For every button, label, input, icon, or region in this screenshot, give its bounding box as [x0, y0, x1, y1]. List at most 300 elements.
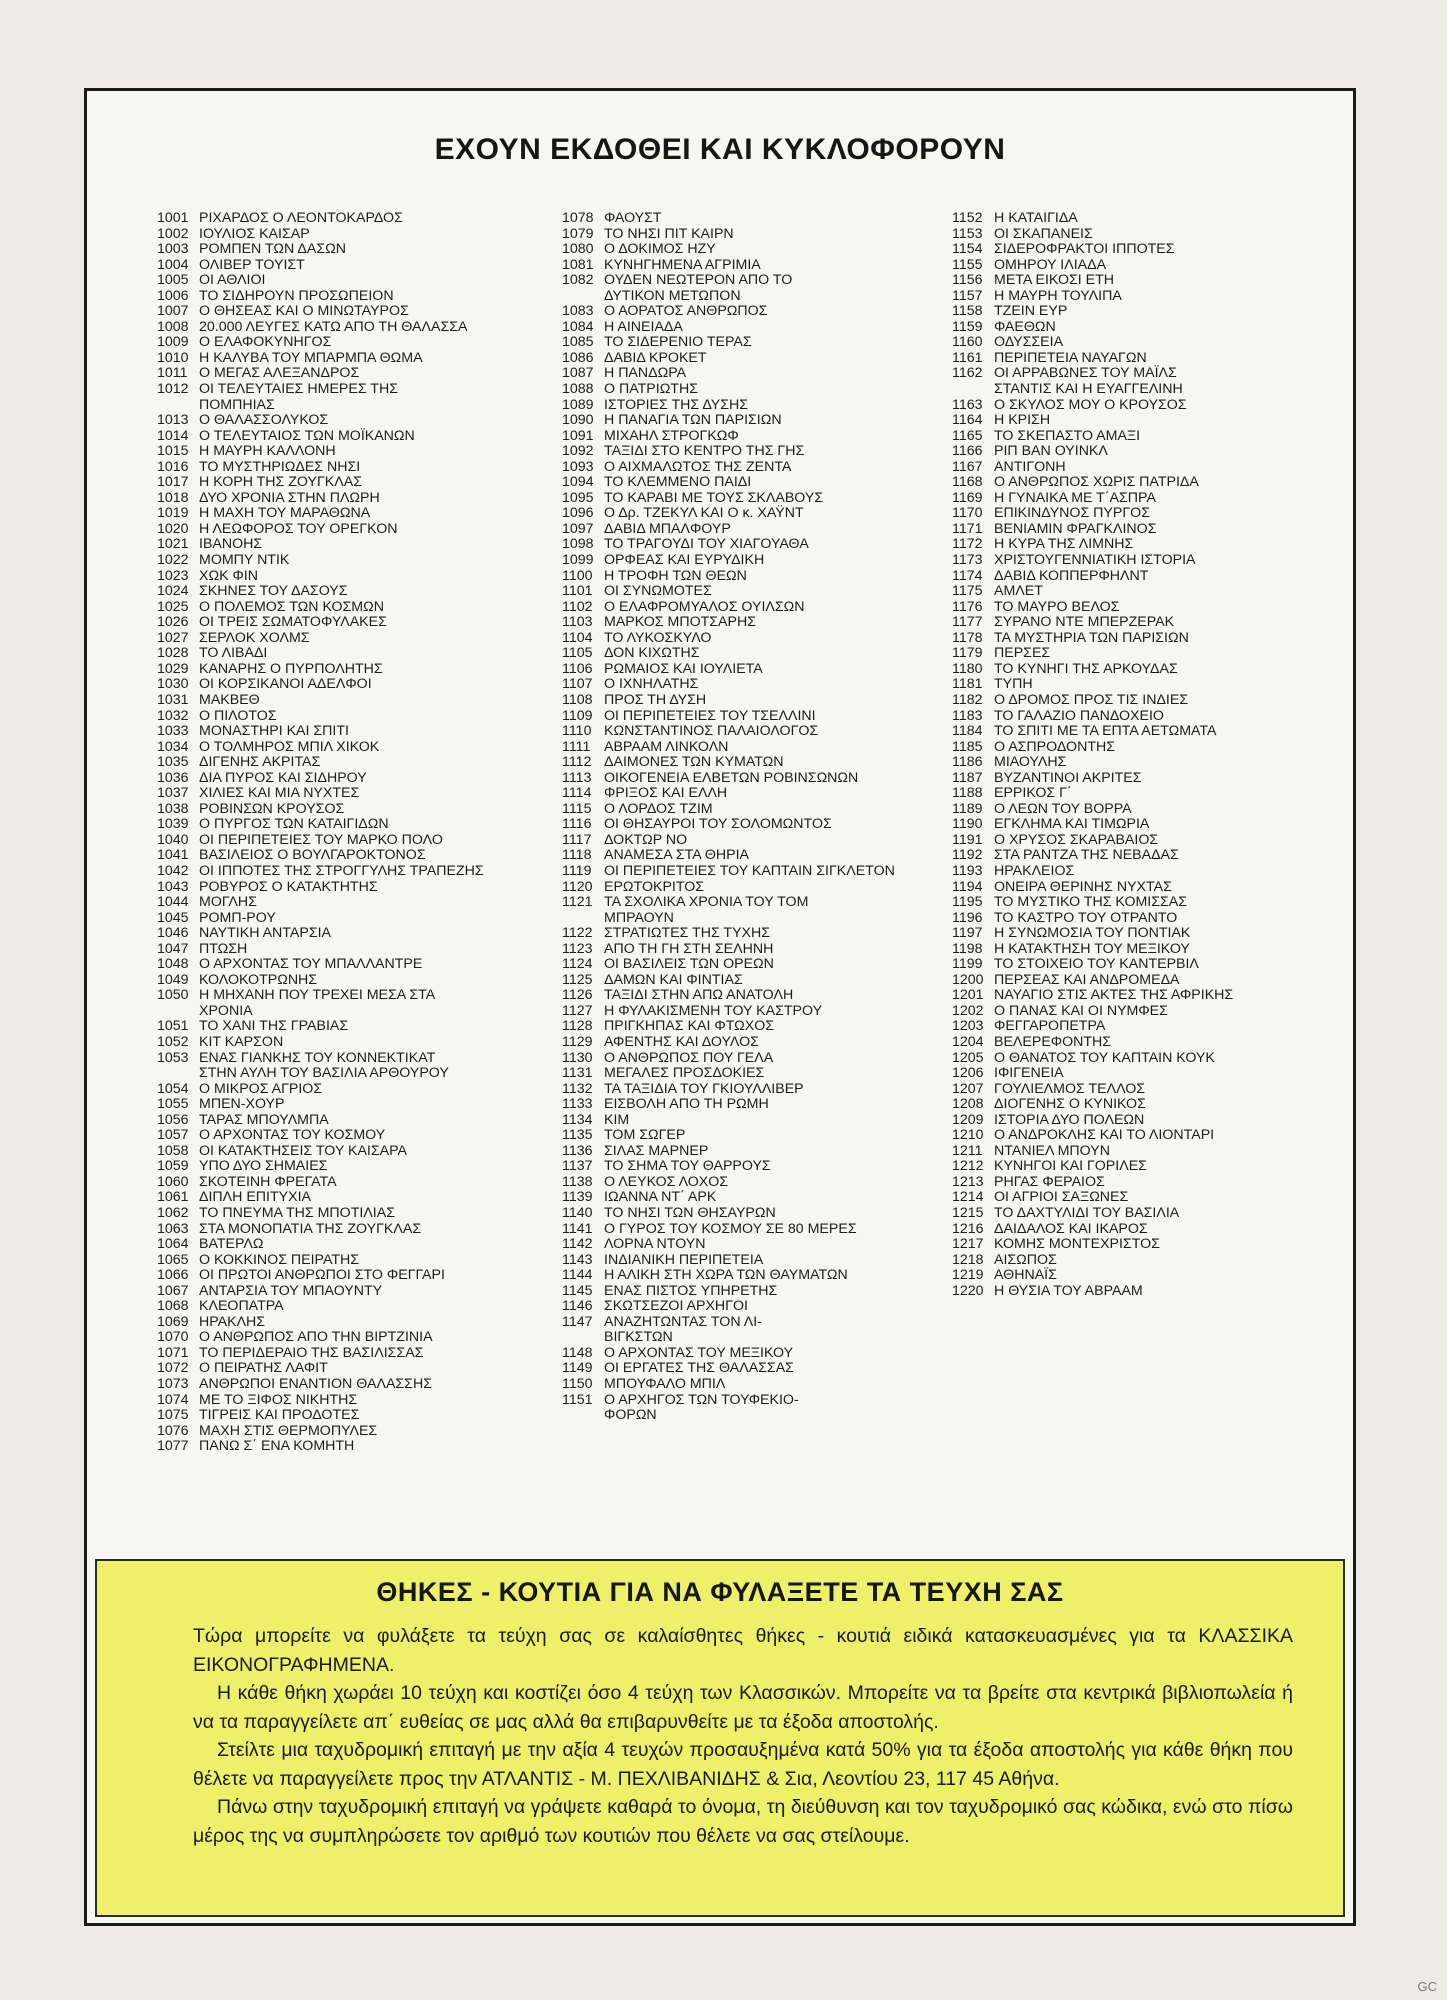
issue-number: 1101 [562, 583, 593, 600]
issue-title [199, 1377, 432, 1393]
list-item [562, 429, 895, 445]
issue-number: 1190 [952, 816, 983, 833]
issue-number: 1042 [157, 862, 189, 879]
issue-title [604, 957, 774, 973]
issue-title-line: ΦΑΕΘΩΝ [994, 318, 1056, 335]
issue-title-line: ΜΑΡΚΟΣ ΜΠΟΤΣΑΡΗΣ [604, 614, 756, 631]
issue-title-line: ΟΙ ΙΠΠΟΤΕΣ ΤΗΣ ΣΤΡΟΓΓΥΛΗΣ ΤΡΑΠΕΖΗΣ [199, 862, 484, 879]
issue-title-line: Η ΠΑΝΔΩΡΑ [604, 365, 687, 382]
issue-number: 1183 [952, 707, 983, 724]
issue-title-line: ΣΤΡΑΤΙΩΤΕΣ ΤΗΣ ΤΥΧΗΣ [604, 925, 771, 942]
issue-title-line: Ο ΠΥΡΓΟΣ ΤΩΝ ΚΑΤΑΙΓΙΔΩΝ [199, 816, 389, 833]
issue-title-line: Η ΑΙΝΕΙΑΔΑ [604, 318, 683, 335]
issue-title-line: ΙΦΙΓΕΝΕΙΑ [994, 1065, 1064, 1082]
list-item [952, 475, 1233, 491]
list-item [562, 569, 895, 585]
list-item [157, 1439, 484, 1455]
issue-title [199, 273, 265, 289]
issue-title [604, 1377, 725, 1393]
issue-title [199, 1190, 311, 1206]
issue-title-line: ΤΟ ΚΑΡΑΒΙ ΜΕ ΤΟΥΣ ΣΚΛΑΒΟΥΣ [604, 489, 824, 506]
issue-title [199, 1299, 284, 1315]
issue-title [994, 491, 1156, 507]
issue-title-line: ΤΑ ΣΧΟΛΙΚΑ ΧΡΟΝΙΑ ΤΟΥ ΤΟΜ [604, 894, 809, 911]
issue-title [604, 1299, 748, 1315]
issue-title [994, 677, 1033, 693]
list-item [562, 1299, 895, 1315]
issue-title-line: Ο ΔΟΚΙΜΟΣ ΗΖΥ [604, 241, 716, 258]
issue-number: 1148 [562, 1344, 593, 1361]
issue-title-line: ΒΑΣΙΛΕΙΟΣ Ο ΒΟΥΛΓΑΡΟΚΤΟΝΟΣ [199, 847, 426, 864]
list-item [562, 740, 895, 756]
issue-title-line: ΠΟΜΠΗΙΑΣ [199, 396, 275, 413]
list-item [952, 957, 1233, 973]
issue-title-line: ΟΙ ΑΘΛΙΟΙ [199, 272, 266, 289]
list-item [157, 289, 484, 305]
issue-number: 1044 [157, 894, 189, 911]
list-item [562, 1159, 895, 1175]
issue-title-line: Η ΛΕΩΦΟΡΟΣ ΤΟΥ ΟΡΕΓΚΟΝ [199, 520, 398, 537]
issue-title-line: ΠΑΝΩ Σ΄ ΕΝΑ ΚΟΜΗΤΗ [199, 1438, 355, 1455]
issue-title-line: ΣΤΗΝ ΑΥΛΗ ΤΟΥ ΒΑΣΙΛΙΑ ΑΡΘΟΥΡΟΥ [199, 1065, 449, 1082]
list-item [562, 973, 895, 989]
issue-title-line: Ο ΔΡΟΜΟΣ ΠΡΟΣ ΤΙΣ ΙΝΔΙΕΣ [994, 691, 1189, 708]
list-item [952, 833, 1233, 849]
list-item [157, 864, 484, 880]
issue-title-line: Ο ΠΕΙΡΑΤΗΣ ΛΑΦΙΤ [199, 1360, 328, 1377]
issue-number: 1158 [952, 303, 983, 320]
issue-number: 1187 [952, 769, 983, 786]
issue-number: 1143 [562, 1251, 593, 1268]
list-item [562, 786, 895, 802]
issue-number: 1209 [952, 1111, 984, 1128]
issue-title-line: ΚΙΜ [604, 1111, 630, 1128]
issue-title [994, 1019, 1105, 1035]
issue-title [199, 1051, 449, 1082]
list-item [562, 1377, 895, 1393]
issue-title [994, 320, 1056, 336]
issue-number: 1036 [157, 769, 189, 786]
issue-title-line: ΜΙΧΑΗΛ ΣΤΡΟΓΚΩΦ [604, 427, 739, 444]
issue-number: 1133 [562, 1096, 593, 1113]
issue-title-line: Ο ΠΟΛΕΜΟΣ ΤΩΝ ΚΟΣΜΩΝ [199, 598, 384, 615]
list-item [562, 1144, 895, 1160]
issue-title-line: ΤΟ ΓΑΛΑΖΙΟ ΠΑΝΔΟΧΕΙΟ [994, 707, 1164, 724]
issue-title [994, 1097, 1146, 1113]
issue-title [199, 537, 262, 553]
issue-title-line: ΤΟ ΣΗΜΑ ΤΟΥ ΘΑΡΡΟΥΣ [604, 1158, 771, 1175]
list-item [562, 662, 895, 678]
issue-number: 1028 [157, 645, 189, 662]
issue-title [199, 475, 362, 491]
issue-title [994, 584, 1043, 600]
list-item [562, 522, 895, 538]
issue-title-line: ΜΠΕΝ-ΧΟΥΡ [199, 1096, 285, 1113]
issue-title-line: ΣΚΗΝΕΣ ΤΟΥ ΔΑΣΟΥΣ [199, 583, 348, 600]
issue-number: 1184 [952, 723, 983, 740]
issue-title [994, 1159, 1147, 1175]
issue-number: 1054 [157, 1080, 189, 1097]
issue-title [199, 833, 443, 849]
list-item [157, 833, 484, 849]
issue-title-line: Ο ΑΡΧΟΝΤΑΣ ΤΟΥ ΜΠΑΛΛΑΝΤΡΕ [199, 956, 423, 973]
list-item [157, 1113, 484, 1129]
issue-title-line: Ο ΛΕΩΝ ΤΟΥ ΒΟΡΡΑ [994, 800, 1132, 817]
notice-paragraph: Πάνω στην ταχυδρομική επιταγή να γράψετε καθαρά το όνομα, τη διεύθυνση και τον ταχυδρομικό σας κώδικα, ενώ στο πίσω μέρος της να συμπληρώσετε τον αριθμό των κουτιών που θέλετε να σας στείλουμε. [193, 1796, 1293, 1847]
issue-number: 1049 [157, 971, 189, 988]
title-list-column-1 [157, 211, 484, 1455]
issue-title-line: ΑΠΟ ΤΗ ΓΗ ΣΤΗ ΣΕΛΗΝΗ [604, 940, 774, 957]
list-item [562, 693, 895, 709]
issue-title [604, 1346, 793, 1362]
issue-title [604, 1159, 771, 1175]
issue-title-line: ΤΖΕΙΝ ΕΥΡ [994, 303, 1068, 320]
issue-title [994, 522, 1156, 538]
issue-title-line: ΛΟΡΝΑ ΝΤΟΥΝ [604, 1236, 706, 1253]
issue-number: 1169 [952, 489, 983, 506]
issue-title [199, 1159, 327, 1175]
issue-title-line: Η ΜΑΧΗ ΤΟΥ ΜΑΡΑΘΩΝΑ [199, 505, 371, 522]
issue-title [199, 1113, 329, 1129]
issue-title [199, 1175, 337, 1191]
issue-number: 1069 [157, 1313, 189, 1330]
issue-title-line: ΡΟΜΠΕΝ ΤΩΝ ΔΑΣΩΝ [199, 241, 346, 258]
issue-title [994, 460, 1066, 476]
issue-title [604, 880, 704, 896]
issue-title-line: ΕΝΑΣ ΠΙΣΤΟΣ ΥΠΗΡΕΤΗΣ [604, 1282, 778, 1299]
issue-title-line: ΟΡΦΕΑΣ ΚΑΙ ΕΥΡΥΔΙΚΗ [604, 552, 765, 569]
list-item [157, 273, 484, 289]
issue-title-line: ΤΑΞΙΔΙ ΣΤΟ ΚΕΝΤΡΟ ΤΗΣ ΓΗΣ [604, 443, 805, 460]
issue-number: 1026 [157, 614, 189, 631]
list-item [952, 304, 1233, 320]
issue-number: 1064 [157, 1236, 189, 1253]
issue-number: 1007 [157, 303, 189, 320]
issue-title-line: ΤΟ ΜΥΣΤΙΚΟ ΤΗΣ ΚΟΜΙΣΣΑΣ [994, 894, 1188, 911]
notice-paragraph: Η κάθε θήκη χωράει 10 τεύχη και κοστίζει όσο 4 τεύχη των Κλασσικών. Μπορείτε να τα βρείτε στα κεντρικά βιβλιοπωλεία ή να τα παραγγείλετε απ΄ ευθείας σε μας αλλά θα επιβαρυνθείτε με τα έξοδα αποστολής. [193, 1682, 1293, 1733]
issue-number: 1175 [952, 583, 983, 600]
issue-title [604, 817, 832, 833]
issue-title [994, 335, 1063, 351]
list-item [952, 1113, 1233, 1129]
issue-title [199, 709, 277, 725]
issue-number: 1140 [562, 1205, 593, 1221]
issue-number: 1082 [562, 272, 594, 289]
issue-title-line: ΟΛΙΒΕΡ ΤΟΥΙΣΤ [199, 256, 305, 273]
issue-title-line: ΟΙ ΠΕΡΙΠΕΤΕΙΕΣ ΤΟΥ ΚΑΠΤΑΙΝ ΣΙΓΚΛΕΤΟΝ [604, 862, 895, 879]
list-item [562, 351, 895, 367]
issue-title [604, 988, 793, 1004]
issue-number: 1096 [562, 505, 594, 522]
list-item [952, 848, 1233, 864]
list-item [952, 1051, 1233, 1067]
issue-number: 1059 [157, 1158, 189, 1175]
list-item [562, 1035, 895, 1051]
issue-title-line: Ο ΛΕΥΚΟΣ ΛΟΧΟΣ [604, 1173, 729, 1190]
issue-number: 1087 [562, 365, 594, 382]
issue-number: 1081 [562, 256, 594, 273]
issue-title-line: ΤΟ ΜΑΥΡΟ ΒΕΛΟΣ [994, 598, 1120, 615]
issue-title [604, 1253, 763, 1269]
issue-title [604, 335, 752, 351]
issue-title [199, 1346, 423, 1362]
issue-title [604, 460, 791, 476]
issue-number: 1094 [562, 474, 594, 491]
issue-title [994, 366, 1183, 397]
list-item [562, 413, 895, 429]
list-item [562, 1190, 895, 1206]
issue-title-line: ΑΝΑΖΗΤΩΝΤΑΣ ΤΟΝ ΛΙ- [604, 1313, 762, 1330]
issue-title-line: Η ΚΑΤΑΚΤΗΣΗ ΤΟΥ ΜΕΞΙΚΟΥ [994, 940, 1190, 957]
issue-number: 1204 [952, 1033, 984, 1050]
issue-title [199, 1393, 357, 1409]
issue-title-line: Η ΦΥΛΑΚΙΣΜΕΝΗ ΤΟΥ ΚΑΣΤΡΟΥ [604, 1002, 823, 1019]
list-item [157, 227, 484, 243]
list-item [562, 817, 895, 833]
issue-title-line: ΜΟΝΑΣΤΗΡΙ ΚΑΙ ΣΠΙΤΙ [199, 723, 349, 740]
list-item [157, 351, 484, 367]
list-item [952, 1144, 1233, 1160]
issue-title-line: Η ΚΡΙΣΗ [994, 412, 1051, 429]
issue-title-line: ΠΕΡΙΠΕΤΕΙΑ ΝΑΥΑΓΩΝ [994, 349, 1147, 366]
issue-title-line: ΙΣΤΟΡΙΑ ΔΥΟ ΠΟΛΕΩΝ [994, 1111, 1145, 1128]
issue-number: 1113 [562, 769, 592, 786]
issue-number: 1198 [952, 940, 983, 957]
list-item [157, 429, 484, 445]
issue-title [604, 740, 728, 756]
issue-title-line: ΑΝΘΡΩΠΟΙ ΕΝΑΝΤΙΟΝ ΘΑΛΑΣΣΗΣ [199, 1376, 432, 1393]
list-item [157, 880, 484, 896]
issue-title [994, 973, 1180, 989]
issue-title-line: ΚΥΝΗΓΟΙ ΚΑΙ ΓΟΡΙΛΕΣ [994, 1158, 1147, 1175]
issue-number: 1195 [952, 894, 983, 911]
issue-title-line: ΣΚΩΤΣΕΖΟΙ ΑΡΧΗΓΟΙ [604, 1298, 748, 1315]
issue-number: 1122 [562, 925, 593, 942]
issue-title [604, 864, 895, 880]
list-item [157, 786, 484, 802]
issue-number: 1105 [562, 645, 593, 662]
list-item [562, 724, 895, 740]
issue-number: 1080 [562, 241, 594, 258]
issue-title [994, 1113, 1144, 1129]
issue-number: 1193 [952, 862, 983, 879]
issue-number: 1120 [562, 878, 593, 895]
list-item [157, 646, 484, 662]
issue-title [604, 1066, 764, 1082]
issue-number: 1155 [952, 256, 983, 273]
issue-number: 1160 [952, 334, 983, 351]
issue-title [604, 413, 782, 429]
list-item [157, 802, 484, 818]
issue-number: 1071 [157, 1344, 189, 1361]
issue-title-line: ΤΑ ΜΥΣΤΗΡΙΑ ΤΩΝ ΠΑΡΙΣΙΩΝ [994, 629, 1189, 646]
list-item [157, 1299, 484, 1315]
issue-title [994, 1004, 1168, 1020]
issue-title [994, 413, 1050, 429]
issue-title-line: Η ΜΑΥΡΗ ΤΟΥΛΙΠΑ [994, 287, 1122, 304]
issue-title-line: ΒΥΖΑΝΤΙΝΟΙ ΑΚΡΙΤΕΣ [994, 769, 1142, 786]
issue-number: 1130 [562, 1049, 593, 1066]
issue-title [604, 304, 767, 320]
issue-number: 1166 [952, 443, 983, 460]
list-item [562, 1082, 895, 1098]
list-item [562, 1128, 895, 1144]
issue-number: 1072 [157, 1360, 189, 1377]
issue-title-line: ΟΙ ΠΡΩΤΟΙ ΑΝΘΡΩΠΟΙ ΣΤΟ ΦΕΓΓΑΡΙ [199, 1267, 445, 1284]
list-item [952, 1237, 1233, 1253]
issue-title [199, 1237, 264, 1253]
issue-number: 1135 [562, 1127, 593, 1144]
list-item [157, 1424, 484, 1440]
issue-title [199, 631, 310, 647]
issue-title-line: ΕΠΙΚΙΝΔΥΝΟΣ ΠΥΡΓΟΣ [994, 505, 1150, 522]
issue-number: 1172 [952, 536, 983, 553]
list-item [562, 335, 895, 351]
issue-title [994, 475, 1199, 491]
issue-number: 1061 [157, 1189, 189, 1206]
issue-title [604, 398, 748, 414]
list-item [952, 724, 1233, 740]
list-item [562, 1253, 895, 1269]
issue-title [199, 1284, 382, 1300]
issue-number: 1114 [562, 785, 592, 802]
issue-title [604, 600, 805, 616]
issue-title [604, 273, 792, 304]
issue-title [604, 677, 698, 693]
issue-title-line: ΤΟ ΚΥΝΗΓΙ ΤΗΣ ΑΡΚΟΥΔΑΣ [994, 660, 1178, 677]
issue-number: 1108 [562, 691, 593, 708]
issue-title-line: Ο ΘΑΛΑΣΣΟΛΥΚΟΣ [199, 412, 329, 429]
list-item [562, 320, 895, 336]
issue-title-line: Η ΜΗΧΑΝΗ ΠΟΥ ΤΡΕΧΕΙ ΜΕΣΑ ΣΤΑ [199, 987, 436, 1004]
issue-number: 1027 [157, 629, 189, 646]
list-item [562, 1268, 895, 1284]
issue-number: 1073 [157, 1376, 189, 1393]
issue-title [994, 1222, 1148, 1238]
issue-title-line: ΤΟ ΠΝΕΥΜΑ ΤΗΣ ΜΠΟΤΙΛΙΑΣ [199, 1205, 395, 1221]
issue-number: 1145 [562, 1282, 593, 1299]
issue-title [604, 537, 809, 553]
issue-number: 1104 [562, 629, 593, 646]
list-item [952, 1004, 1233, 1020]
issue-title [604, 1206, 776, 1222]
issue-title-line: ΟΙ ΠΕΡΙΠΕΤΕΙΕΣ ΤΟΥ ΤΣΕΛΛΙΝΙ [604, 707, 816, 724]
issue-title [199, 211, 403, 227]
issue-title [604, 351, 707, 367]
issue-number: 1218 [952, 1251, 984, 1268]
issue-title [604, 1019, 774, 1035]
list-item [952, 880, 1233, 896]
list-item [952, 786, 1233, 802]
issue-title [199, 1361, 328, 1377]
issue-title-line: ΚΟΛΟΚΟΤΡΩΝΗΣ [199, 971, 318, 988]
issue-number: 1060 [157, 1173, 189, 1190]
issue-title-line: ΥΠΟ ΔΥΟ ΣΗΜΑΙΕΣ [199, 1158, 328, 1175]
issue-title [604, 1237, 706, 1253]
issue-title [994, 429, 1140, 445]
issue-title-line: ΤΟ ΚΑΣΤΡΟ ΤΟΥ ΟΤΡΑΝΤΟ [994, 909, 1178, 926]
issue-title-line: Η ΚΟΡΗ ΤΗΣ ΖΟΥΓΚΛΑΣ [199, 474, 362, 491]
list-item [562, 646, 895, 662]
title-list-column-3 [952, 211, 1233, 1299]
issue-title [199, 662, 383, 678]
list-item [952, 584, 1233, 600]
issue-title-line: Ο ΓΥΡΟΣ ΤΟΥ ΚΟΣΜΟΥ ΣΕ 80 ΜΕΡΕΣ [604, 1220, 857, 1237]
issue-title [994, 1051, 1215, 1067]
list-item [562, 1113, 895, 1129]
list-item [157, 677, 484, 693]
issue-title [994, 444, 1108, 460]
issue-number: 1176 [952, 598, 983, 615]
issue-title-line: ΗΡΑΚΛΕΙΟΣ [994, 862, 1075, 879]
issue-number: 1051 [157, 1018, 189, 1035]
issue-title [199, 771, 367, 787]
issue-title-line: Ο ΑΡΧΟΝΤΑΣ ΤΟΥ ΚΟΣΜΟΥ [199, 1127, 386, 1144]
list-item [562, 988, 895, 1004]
list-item [952, 600, 1233, 616]
list-item [562, 242, 895, 258]
issue-title [994, 1237, 1160, 1253]
issue-number: 1149 [562, 1360, 593, 1377]
issue-number: 1156 [952, 272, 983, 289]
issue-title-line: Η ΑΛΙΚΗ ΣΤΗ ΧΩΡΑ ΤΩΝ ΘΑΥΜΑΤΩΝ [604, 1267, 848, 1284]
issue-title-line: ΠΡΟΣ ΤΗ ΔΥΣΗ [604, 691, 707, 708]
issue-title [994, 569, 1148, 585]
list-item [157, 817, 484, 833]
list-item [157, 1361, 484, 1377]
issue-title-line: ΟΥΔΕΝ ΝΕΩΤΕΡΟΝ ΑΠΟ ΤΟ [604, 272, 793, 289]
issue-title [199, 600, 384, 616]
issue-title [199, 242, 346, 258]
issue-number: 1197 [952, 925, 983, 942]
issue-number: 1032 [157, 707, 189, 724]
issue-number: 1083 [562, 303, 594, 320]
list-item [157, 522, 484, 538]
issue-number: 1090 [562, 412, 594, 429]
list-item [157, 942, 484, 958]
issue-number: 1207 [952, 1080, 984, 1097]
list-item [952, 802, 1233, 818]
list-item [562, 848, 895, 864]
issue-title [199, 895, 257, 911]
issue-number: 1012 [157, 381, 189, 398]
list-item [157, 1222, 484, 1238]
issue-number: 1137 [562, 1158, 593, 1175]
list-item [952, 817, 1233, 833]
issue-number: 1078 [562, 210, 594, 226]
list-item [952, 366, 1233, 397]
list-item [562, 895, 895, 926]
list-item [157, 1019, 484, 1035]
issue-title-line: Ο ΠΑΝΑΣ ΚΑΙ ΟΙ ΝΥΜΦΕΣ [994, 1002, 1168, 1019]
issue-title [199, 1222, 421, 1238]
list-item [952, 1284, 1233, 1300]
issue-title [604, 709, 816, 725]
issue-title-line: Ο ΑΝΘΡΩΠΟΣ ΧΩΡΙΣ ΠΑΤΡΙΔΑ [994, 474, 1199, 491]
issue-title [199, 957, 422, 973]
issue-number: 1159 [952, 318, 983, 335]
list-item [952, 988, 1233, 1004]
list-item [562, 382, 895, 398]
list-item [562, 942, 895, 958]
issue-title-line: Ο ΕΛΑΦΟΚΥΝΗΓΟΣ [199, 334, 332, 351]
issue-title-line: ΧΙΛΙΕΣ ΚΑΙ ΜΙΑ ΝΥΧΤΕΣ [199, 785, 360, 802]
issue-title-line: ΙΣΤΟΡΙΕΣ ΤΗΣ ΔΥΣΗΣ [604, 396, 748, 413]
issue-title-line: ΒΙΓΚΣΤΩΝ [604, 1329, 673, 1346]
list-item [157, 973, 484, 989]
issue-title [199, 973, 317, 989]
list-item [952, 926, 1233, 942]
